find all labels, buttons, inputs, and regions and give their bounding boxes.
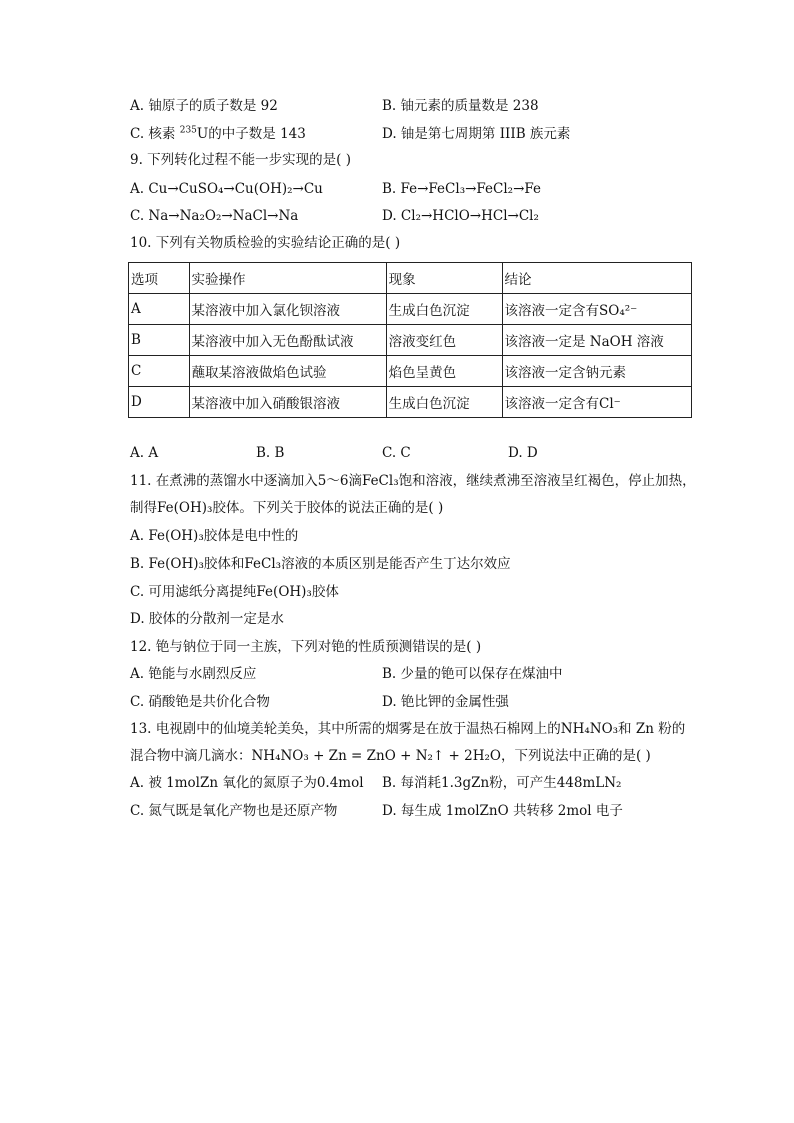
table-header-row — [129, 263, 692, 294]
q8-option-c — [130, 124, 306, 144]
q11-option-d: D. 胶体的分散剂一定是水 — [130, 611, 284, 627]
q8-option-c-prefix: C. 核素 — [130, 126, 180, 142]
table-cell: 该溶液一定含有SO₄²⁻ — [502, 294, 691, 325]
table-cell: 该溶液一定含有Cl⁻ — [502, 387, 691, 418]
q12-option-b: B. 少量的铯可以保存在煤油中 — [382, 666, 563, 682]
q13-option-b: B. 每消耗1.3gZn粉，可产生448mLN₂ — [382, 775, 622, 791]
q12-option-a: A. 铯能与水剧烈反应 — [130, 666, 257, 682]
q11-stem-line-1: 11. 在煮沸的蒸馏水中逐滴加入5～6滴FeCl₃饱和溶液，继续煮沸至溶液呈红褐色，停止加热， — [130, 473, 696, 489]
q10-table — [128, 262, 692, 418]
q13-option-c: C. 氮气既是氧化产物也是还原产物 — [130, 803, 338, 819]
table-cell: 生成白色沉淀 — [386, 387, 502, 418]
q11-option-b: B. Fe(OH)₃胶体和FeCl₃溶液的本质区别是能否产生丁达尔效应 — [130, 556, 511, 572]
q9-option-c: C. Na→Na₂O₂→NaCl→Na — [130, 208, 299, 224]
q11-stem-line-2: 制得Fe(OH)₃胶体。下列关于胶体的说法正确的是( ) — [130, 500, 444, 516]
q13-option-d: D. 每生成 1molZnO 共转移 2mol 电子 — [382, 803, 623, 819]
q12-option-c: C. 硝酸铯是共价化合物 — [130, 694, 270, 710]
table-header-cell: 结论 — [502, 263, 691, 294]
q12-option-d: D. 铯比钾的金属性强 — [382, 694, 509, 710]
q8-option-a: A. 铀原子的质子数是 92 — [130, 98, 278, 114]
table-header-cell: 现象 — [386, 263, 502, 294]
q8-option-c-suffix: U的中子数是 143 — [196, 126, 306, 142]
table-cell: 某溶液中加入无色酚酞试液 — [189, 325, 386, 356]
q13-stem-line-2: 混合物中滴几滴水：NH₄NO₃ + Zn = ZnO + N₂↑ + 2H₂O，下列说法中正确的是( ) — [130, 748, 651, 764]
q10-option-d: D. D — [508, 445, 538, 461]
table-cell: 焰色呈黄色 — [386, 356, 502, 387]
q12-stem: 12. 铯与钠位于同一主族，下列对铯的性质预测错误的是( ) — [130, 639, 482, 655]
q10-stem: 10. 下列有关物质检验的实验结论正确的是( ) — [130, 235, 401, 251]
q10-option-a: A. A — [130, 445, 159, 461]
table-cell: C — [129, 356, 190, 387]
table-row — [129, 325, 692, 356]
table-cell: 该溶液一定是 NaOH 溶液 — [502, 325, 691, 356]
table-cell: A — [129, 294, 190, 325]
q9-option-d: D. Cl₂→HClO→HCl→Cl₂ — [382, 208, 539, 224]
q10-option-b: B. B — [256, 445, 285, 461]
table-row — [129, 356, 692, 387]
q9-option-b: B. Fe→FeCl₃→FeCl₂→Fe — [382, 181, 542, 197]
q9-stem: 9. 下列转化过程不能一步实现的是( ) — [130, 152, 351, 168]
table-cell: 生成白色沉淀 — [386, 294, 502, 325]
table-row — [129, 294, 692, 325]
q8-option-c-mass-number: 235 — [179, 125, 197, 136]
table-cell: 溶液变红色 — [386, 325, 502, 356]
table-cell: 蘸取某溶液做焰色试验 — [189, 356, 386, 387]
q8-option-b: B. 铀元素的质量数是 238 — [382, 98, 539, 114]
q10-option-c: C. C — [382, 445, 411, 461]
table-header-cell: 选项 — [129, 263, 190, 294]
q13-stem-line-1: 13. 电视剧中的仙境美轮美奂，其中所需的烟雾是在放于温热石棉网上的NH₄NO₃和 Zn 粉的 — [130, 721, 686, 737]
table-cell: D — [129, 387, 190, 418]
table-cell: 该溶液一定含钠元素 — [502, 356, 691, 387]
q13-option-a: A. 被 1molZn 氧化的氮原子为0.4mol — [130, 775, 364, 791]
table-cell: B — [129, 325, 190, 356]
q9-option-a: A. Cu→CuSO₄→Cu(OH)₂→Cu — [130, 181, 323, 197]
q8-option-d: D. 铀是第七周期第 IIIB 族元素 — [382, 126, 571, 142]
table-cell: 某溶液中加入硝酸银溶液 — [189, 387, 386, 418]
table-row — [129, 387, 692, 418]
table-header-cell: 实验操作 — [189, 263, 386, 294]
table-cell: 某溶液中加入氯化钡溶液 — [189, 294, 386, 325]
q11-option-c: C. 可用滤纸分离提纯Fe(OH)₃胶体 — [130, 584, 339, 600]
q11-option-a: A. Fe(OH)₃胶体是电中性的 — [130, 528, 299, 544]
